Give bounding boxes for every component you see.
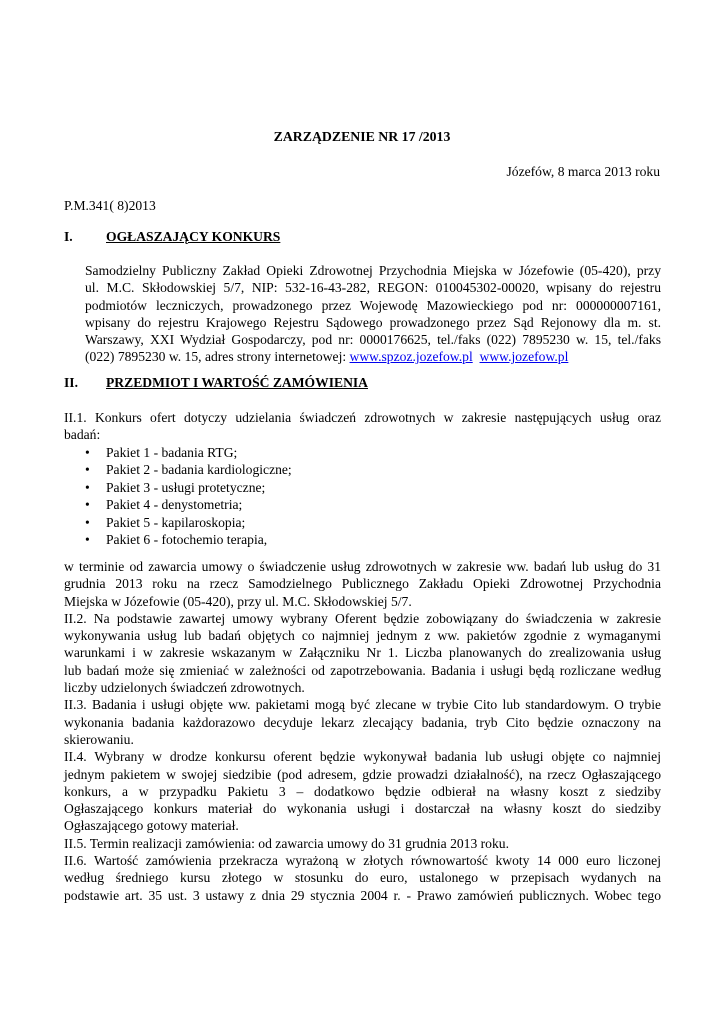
section2-heading: [64, 374, 368, 391]
organizer-line: podmiotów leczniczych, prowadzonego przez Wojewodę Mazowieckiego pod nr: 000000007161,: [85, 297, 661, 313]
body-line: według średniego kursu złotego w stosunku do euro, ustalonego w przepisach wydanych na: [64, 870, 661, 886]
organizer-paragraph: [85, 262, 661, 366]
package-label: Pakiet 3 - usługi protetyczne;: [106, 479, 266, 495]
section1-heading: [64, 228, 280, 245]
bullet-icon: •: [85, 497, 90, 513]
intro-line: II.1. Konkurs ofert dotyczy udzielania świadczeń zdrowotnych w zakresie następujących usług oraz: [64, 410, 661, 425]
website-link-jozefow[interactable]: www.jozefow.pl: [479, 349, 569, 365]
bullet-icon: •: [85, 462, 90, 478]
section1-number: I.: [64, 229, 73, 244]
list-item: [85, 479, 661, 497]
body-line: jednym pakietem w swojej siedzibie (pod adresem, gdzie prowadzi działalność), na rzecz Ogłaszającego: [64, 766, 661, 782]
body-line: Ogłaszającego gotowy materiał.: [64, 818, 239, 834]
bullet-icon: •: [85, 514, 90, 530]
body-line: Miejska w Józefowie (05-420), przy ul. M.C. Skłodowskiej 5/7.: [64, 593, 412, 609]
body-line: w terminie od zawarcia umowy o świadczenie usług zdrowotnych w zakresie ww. badań lub usług do 31: [64, 559, 661, 574]
intro-line: badań:: [64, 427, 101, 443]
body-line: konkurs, a w przypadku Pakietu 3 – dodatkowo będzie odbierał na własny koszt z siedziby: [64, 783, 661, 799]
body-line: skierowaniu.: [64, 731, 134, 747]
bullet-icon: •: [85, 479, 90, 495]
organizer-line: Samodzielny Publiczny Zakład Opieki Zdrowotnej Przychodnia Miejska w Józefowie (05-420), przy: [85, 263, 661, 278]
organizer-line: ul. M.C. Skłodowskiej 5/7, NIP: 532-16-43-282, REGON: 010045302-00020, wpisany do rejestru: [85, 280, 661, 296]
section1-title: OGŁASZAJĄCY KONKURS: [106, 229, 281, 244]
package-list: [64, 444, 661, 549]
organizer-line: Warszawy, XXI Wydział Gospodarczy, pod nr: 0000176625, tel./faks (022) 7895230 w. 15, tel./faks: [85, 332, 661, 348]
body-line: II.3. Badania i usługi objęte ww. pakietami mogą być zlecane w trybie Cito lub standardowym. O trybie: [64, 697, 661, 713]
package-label: Pakiet 4 - denystometria;: [106, 497, 243, 513]
list-item: [85, 531, 661, 549]
package-label: Pakiet 2 - badania kardiologiczne;: [106, 462, 292, 478]
bullet-icon: •: [85, 532, 90, 548]
body-line: Ogłaszającego konkurs materiał do wykonania usługi i dostarczał na własny koszt do siedziby: [64, 801, 661, 817]
body-line: wykonania badania każdorazowo decyduje lekarz zlecający badania, tryb Cito będzie oznaczony na: [64, 714, 661, 730]
section2-title: PRZEDMIOT I WARTOŚĆ ZAMÓWIENIA: [106, 375, 369, 390]
body-line: lub badań może się zmieniać w zależności od zapotrzebowania. Badania i usługi będą rozliczane według: [64, 662, 661, 678]
body-line: liczby udzielonych świadczeń zdrowotnych.: [64, 680, 305, 696]
body-line: II.5. Termin realizacji zamówienia: od zawarcia umowy do 31 grudnia 2013 roku.: [64, 835, 509, 851]
list-item: [85, 514, 661, 532]
organizer-line-prefix: (022) 7895230 w. 15, adres strony internetowej:: [85, 349, 350, 365]
subject-body: [64, 558, 661, 904]
body-line: podstawie art. 35 ust. 3 ustawy z dnia 29 stycznia 2004 r. - Prawo zamówień publicznych. Wobec tego: [64, 887, 661, 903]
body-line: II.6. Wartość zamówienia przekracza wyrażoną w złotych równowartość kwoty 14 000 euro liczonej: [64, 853, 661, 869]
document-reference: P.M.341( 8)2013: [64, 198, 156, 213]
organizer-last-line: [85, 348, 661, 365]
organizer-line: wpisany do rejestru Krajowego Rejestru Sądowego prowadzonego przez Sąd Rejonowy dla m. st.: [85, 314, 661, 330]
package-label: Pakiet 6 - fotochemio terapia,: [106, 532, 268, 548]
document-date: Józefów, 8 marca 2013 roku: [506, 164, 660, 179]
body-line: II.2. Na podstawie zawartej umowy wybrany Oferent będzie zobowiązany do świadczenia w zakresie: [64, 610, 661, 626]
list-item: [85, 461, 661, 479]
body-line: grudnia 2013 roku na rzecz Samodzielnego Publicznego Zakładu Opieki Zdrowotnej Przychodnia: [64, 576, 661, 592]
package-label: Pakiet 5 - kapilaroskopia;: [106, 514, 246, 530]
document-title: ZARZĄDZENIE NR 17 /2013: [273, 129, 451, 144]
body-line: warunkami i w zakresie wskazanym w Załączniku Nr 1. Liczba planowanych do zrealizowania usług: [64, 645, 661, 661]
list-item: [85, 444, 661, 462]
list-item: [85, 496, 661, 514]
bullet-icon: •: [85, 444, 90, 460]
body-line: II.4. Wybrany w drodze konkursu oferent będzie wykonywał badania lub usługi objęte co najmniej: [64, 749, 661, 765]
subject-intro: [64, 409, 661, 549]
body-line: wykonywania usług lub badań objętych co najmniej jednym z ww. pakietów zgodnie z wymaganymi: [64, 628, 661, 644]
website-link-spzoz[interactable]: www.spzoz.jozefow.pl: [349, 349, 473, 365]
package-label: Pakiet 1 - badania RTG;: [106, 444, 238, 460]
section2-number: II.: [64, 375, 78, 390]
